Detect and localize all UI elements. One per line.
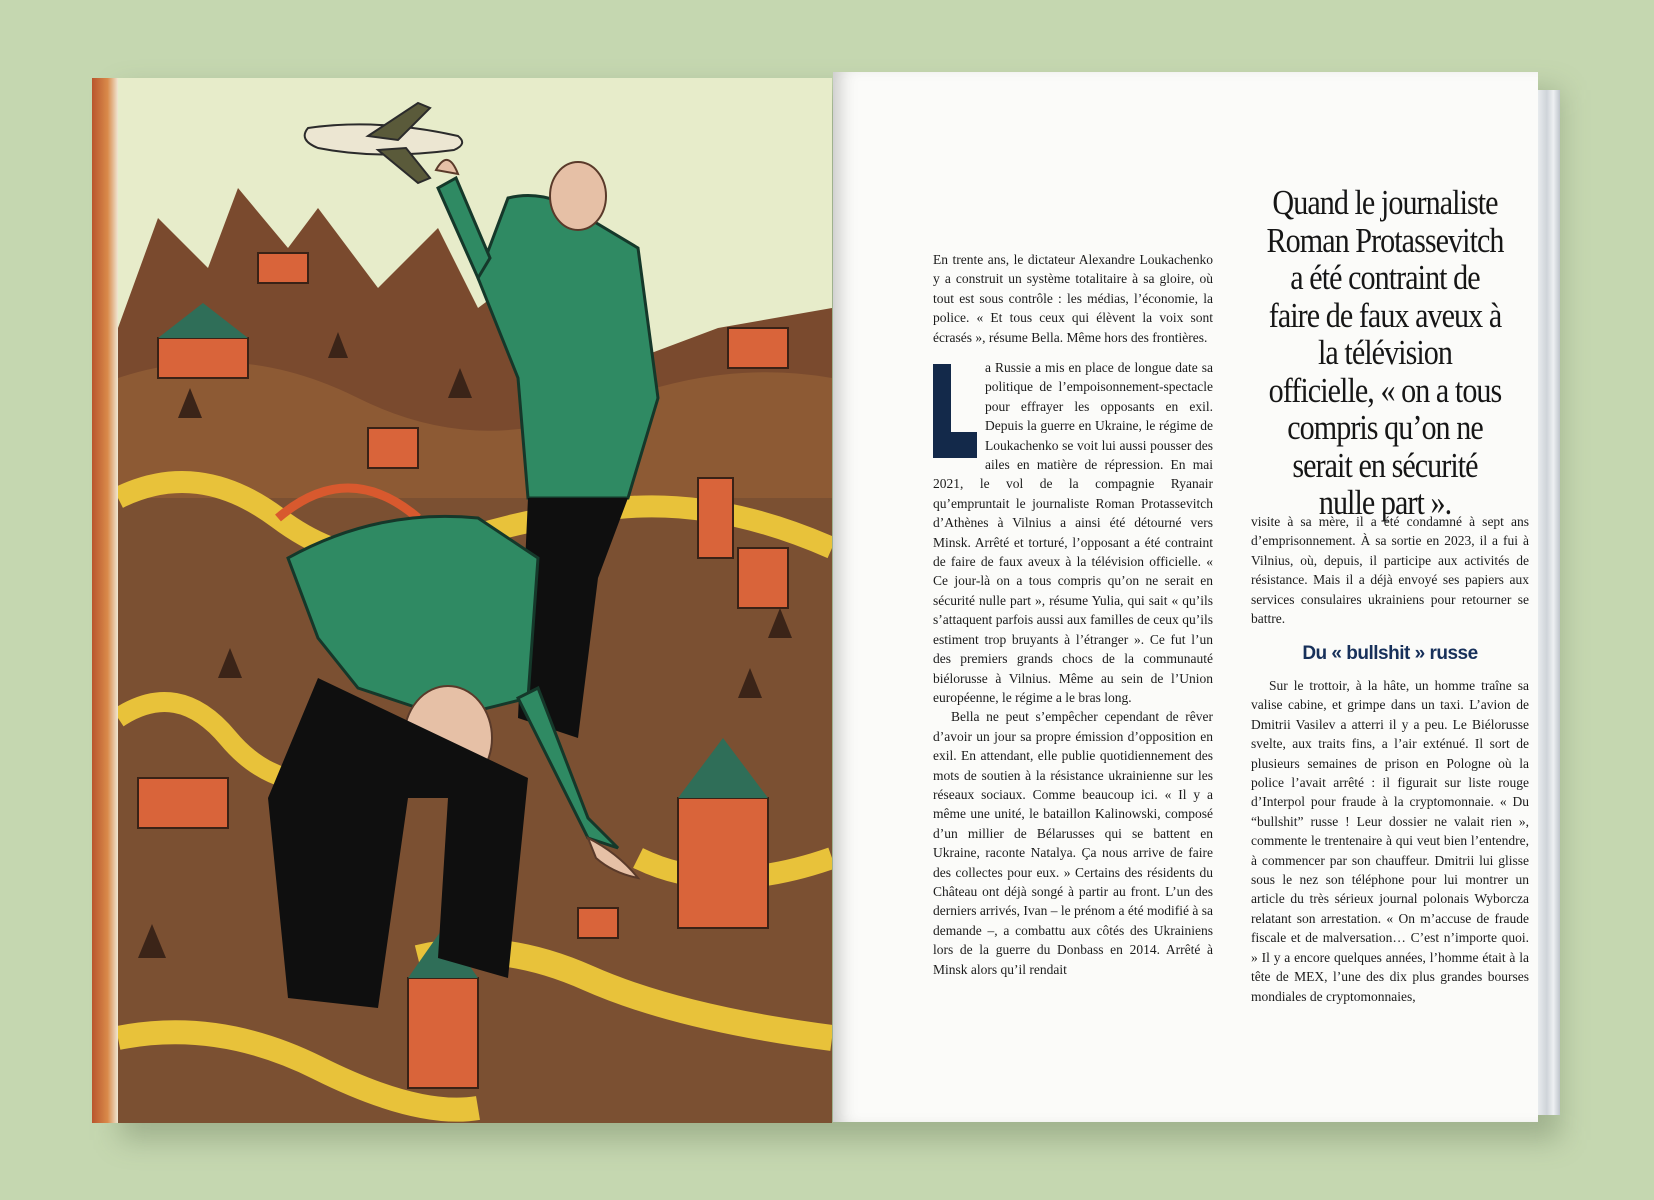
illustration-two-dictators [118,78,832,1123]
column-right [1251,512,1529,628]
house [258,253,308,283]
intro-paragraph: En trente ans, le dictateur Alexandre Loukachenko y a construit un système totalitaire à sa gloire, où tout est sous contrôle : les médias, l’économie, la police. « Et tous ceux qui élèvent la voix sont écrasés », résume Bella. Même hors des frontières. [933,252,1213,345]
left-page-illustration [92,78,832,1123]
cathedral [678,798,768,928]
house [138,778,228,828]
house [368,428,418,468]
small-house [578,908,618,938]
column-right-continued [1251,676,1529,1006]
paragraph-visite: visite à sa mère, il a été condamné à sept ans d’emprisonnement. À sa sortie en 2023, il a fui à Vilnius, où, depuis, il participe aux activités de résistance. Mais il a déjà envoyé ses papiers aux services consulaires ukrainiens pour retourner se battre. [1251,514,1529,627]
paragraph-bella: Bella ne peut s’empêcher cependant de rêver d’avoir un jour sa propre émission d’opposition en exil. En attendant, elle publie quotidiennement des mots de soutien à la résistance ukrainienne sur les réseaux sociaux. Comme beaucoup ici. « Il y a même une unité, le bataillon Kalinowski, composé d’un millier de Bélarusses qui se battent en Ukraine, raconte Natalya. Ça nous arrive de faire des collectes pour eux. » Certains des résidents du Château ont déjà songé à partir au front. L’un des derniers arrivés, Ivan – le prénom a été modifié à sa demande –, a combattu aux côtés des Ukrainiens lors de la guerre du Donbass en 2014. Arrêté à Minsk alors qu’il rendait [933,709,1214,977]
previous-page-edge [92,78,118,1123]
column-left [933,358,1213,979]
paragraph-russie: a Russie a mis en place de longue date sa politique de l’empoisonnement-spectacle pour effrayer les opposants en exil. Depuis la guerre en Ukraine, le régime de Loukachenko se voit lui aussi pousser des ailes en matière de répression. En mai 2021, le vol de la compagnie Ryanair qu’empruntait le journaliste Roman Protassevitch d’Athènes à Vilnius a ainsi été détourné vers Minsk. Arrêté et torturé, l’opposant a été contraint de faire de faux aveux à la télévision officielle. « Ce jour-là on a tous compris qu’on ne serait en sécurité nulle part », résume Yulia, qui sait « qu’ils s’attaquent parfois aussi aux familles de ceux qu’ils estiment trop bruyants à l’étranger ». Ce fut l’un des premiers grands chocs de la communauté biélorusse à Vilnius. Même au sein de l’Union européenne, le régime a le bras long. [933,360,1213,705]
church-bottom [408,978,478,1088]
fortress [158,338,248,378]
paragraph-trottoir: Sur le trottoir, à la hâte, un homme traîne sa valise cabine, et grimpe dans un taxi. L’avion de Dmitrii Vasilev a atterri il y a peu. Le Biélorusse svelte, aux traits fins, a l’air exténué. Il sort de plusieurs semaines de prison en Pologne où la police l’avait arrêté : il figurait sur liste rouge d’Interpol pour fraude à la cryptomonnaie. « Du “bullshit” russe ! Leur dossier ne valait rien », commente le trentenaire à qui veut bien l’entendre, à commencer par son chauffeur. Dmitrii lui glisse sous le nez son téléphone pour lui montrer un article du très sérieux journal polonais Wyborcza relatant son arrestation. « On m’accuse de fraude fiscale et de malversation… C’est n’importe quoi. » Il y a encore quelques années, l’homme était à la tête de MEX, l’une des dix plus grandes bourses mondiales de cryptomonnaies, [1251,678,1529,1004]
house [728,328,788,368]
pull-quote: Quand le journaliste Roman Protassevitch a été contraint de faire de faux aveux à la télévision officielle, « on a tous compris qu’on ne serait en sécurité nulle part ». [1266,183,1504,522]
section-subheading: Du « bullshit » russe [1302,643,1478,664]
page-stack-edge [1538,90,1560,1115]
house [738,548,788,608]
drop-cap-l [933,364,977,458]
tower [698,478,733,558]
standing-man-head [550,162,606,230]
right-page-text [833,72,1538,1122]
